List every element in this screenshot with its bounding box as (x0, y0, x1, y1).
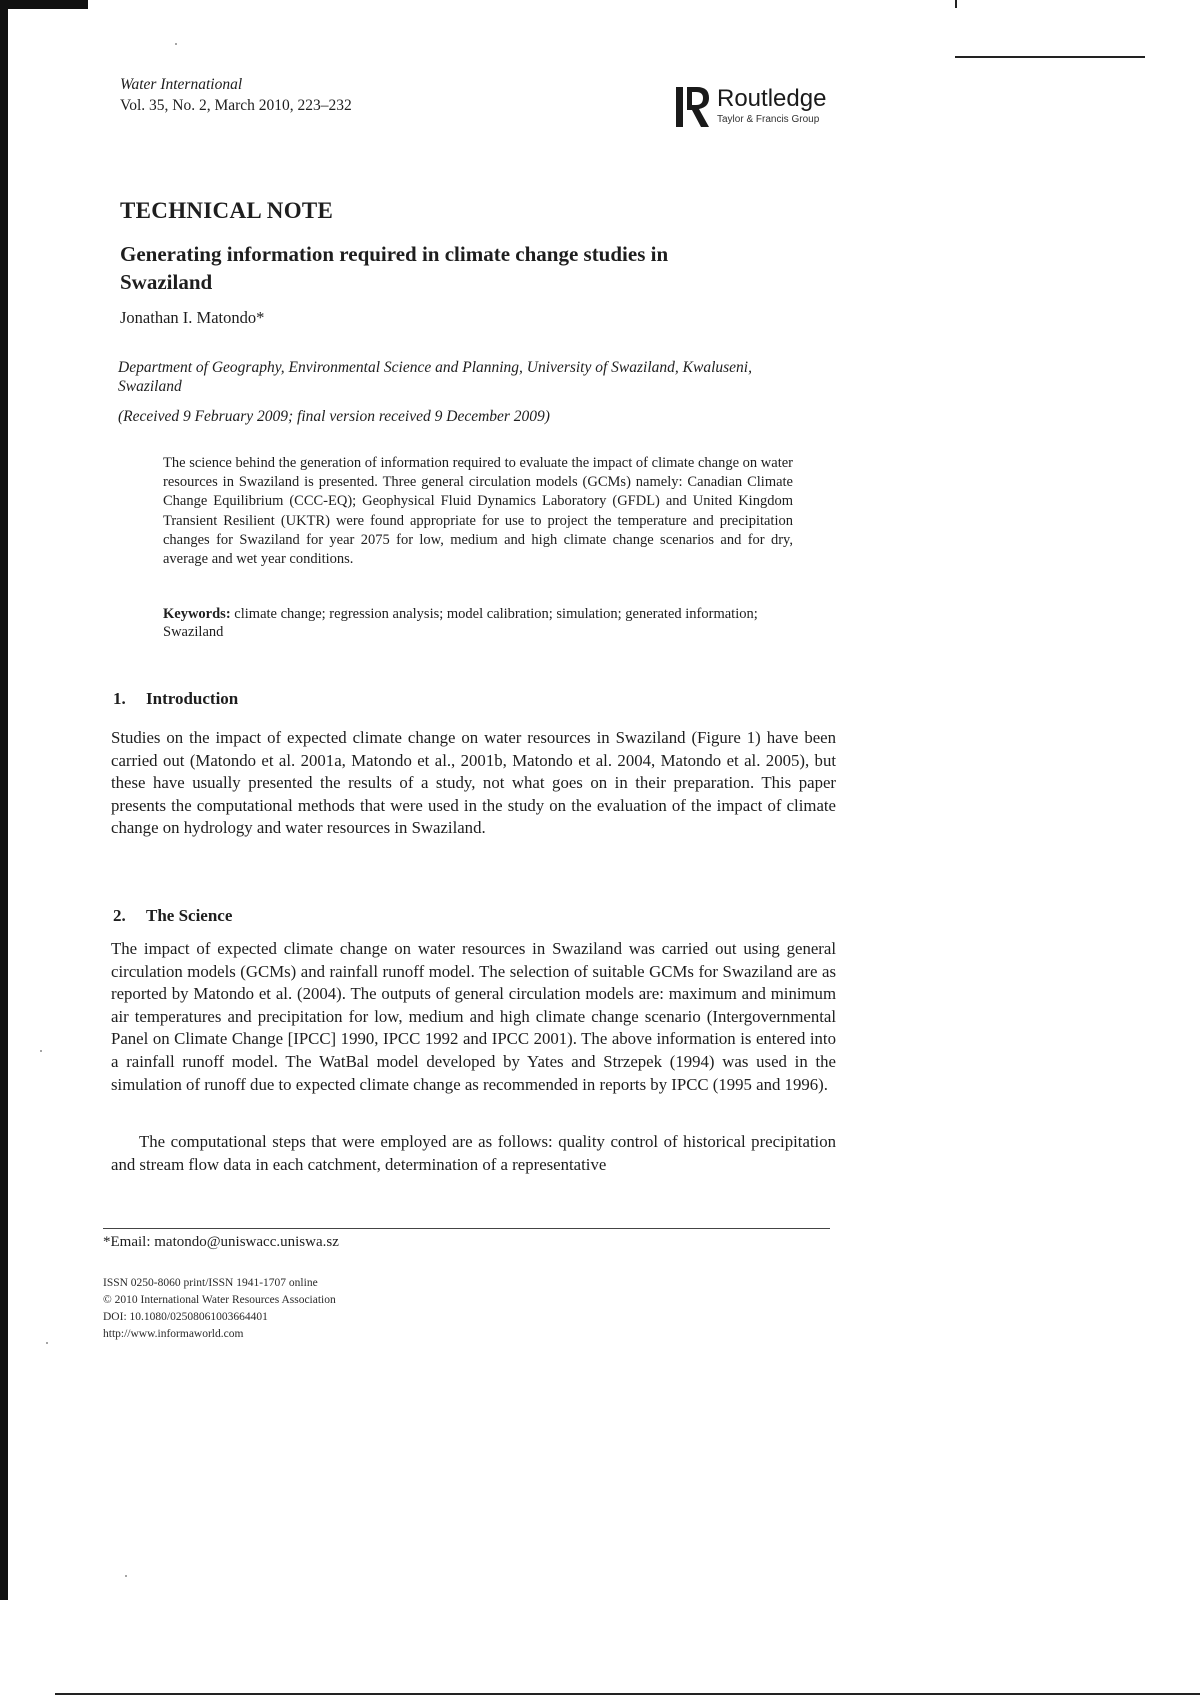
section-title: The Science (146, 906, 233, 925)
journal-header (120, 74, 352, 116)
received-dates: (Received 9 February 2009; final version received 9 December 2009) (118, 408, 550, 425)
publisher-group: Taylor & Francis Group (717, 114, 820, 125)
footnote-divider (103, 1228, 830, 1229)
author: Jonathan I. Matondo* (120, 308, 265, 327)
issn: ISSN 0250-8060 print/ISSN 1941-1707 online (103, 1277, 318, 1289)
affiliation: Department of Geography, Environmental Science and Planning, University of Swaziland, Kwaluseni, Swaziland (118, 359, 752, 395)
publisher-logo (675, 82, 826, 132)
section-heading-introduction (113, 689, 238, 709)
section-number: 2. (113, 906, 126, 925)
author-email-footnote: *Email: matondo@uniswacc.uniswa.sz (103, 1234, 339, 1250)
keywords-label: Keywords: (163, 606, 231, 622)
article-title: Generating information required in climate change studies in Swaziland (120, 242, 669, 294)
keywords (163, 605, 793, 641)
publisher-name: Routledge (717, 85, 827, 112)
routledge-logo-icon (675, 83, 711, 131)
section-title: Introduction (146, 689, 239, 708)
copyright-block (103, 1275, 336, 1343)
section-heading-science (113, 906, 232, 926)
introduction-paragraph: Studies on the impact of expected climate change on water resources in Swaziland (Figure 1) have been carried out (Matondo et al. 2001a, Matondo et al., 2001b, Matondo et al. 2004, Matondo et al. 2005), but these have usually presented the results of a study, not what goes on in their preparation. This paper presents the computational methods that were used in the study on the evaluation of the impact of climate change on hydrology and water resources in Swaziland. (111, 728, 836, 838)
journal-volume: Vol. 35, No. 2, March 2010, 223–232 (120, 97, 352, 114)
doi: DOI: 10.1080/02508061003664401 (103, 1311, 268, 1323)
article-type-label: TECHNICAL NOTE (120, 198, 334, 223)
keywords-list: climate change; regression analysis; model calibration; simulation; generated information; Swaziland (163, 606, 758, 640)
science-paragraph: The computational steps that were employed are as follows: quality control of historical precipitation and stream flow data in each catchment, determination of a representative (111, 1132, 836, 1174)
copyright-notice: © 2010 International Water Resources Association (103, 1294, 336, 1306)
science-paragraph: The impact of expected climate change on water resources in Swaziland was carried out using general circulation models (GCMs) and rainfall runoff model. The selection of suitable GCMs for Swaziland are as reported by Matondo et al. (2004). The outputs of general circulation models are: maximum and minimum air temperatures and precipitation for low, medium and high climate change scenario (Intergovernmental Panel on Climate Change [IPCC] 1990, IPCC 1992 and IPCC 2001). The above information is entered into a rainfall runoff model. The WatBal model developed by Yates and Strzepek (1994) was used in the simulation of runoff due to expected climate change as recommended in reports by IPCC (1995 and 1996). (111, 939, 836, 1094)
abstract: The science behind the generation of information required to evaluate the impact of climate change on water resources in Swaziland is presented. Three general circulation models (GCMs) namely: Canadian Climate Change Equilibrium (CCC-EQ); Geophysical Fluid Dynamics Laboratory (GFDL) and United Kingdom Transient Resilient (UKTR) were found appropriate for use to project the temperature and precipitation changes for Swaziland for year 2075 for low, medium and high climate change scenarios and for dry, average and wet year conditions. (163, 455, 793, 568)
journal-name: Water International (120, 76, 243, 93)
publisher-url: http://www.informaworld.com (103, 1328, 244, 1340)
section-number: 1. (113, 689, 126, 708)
